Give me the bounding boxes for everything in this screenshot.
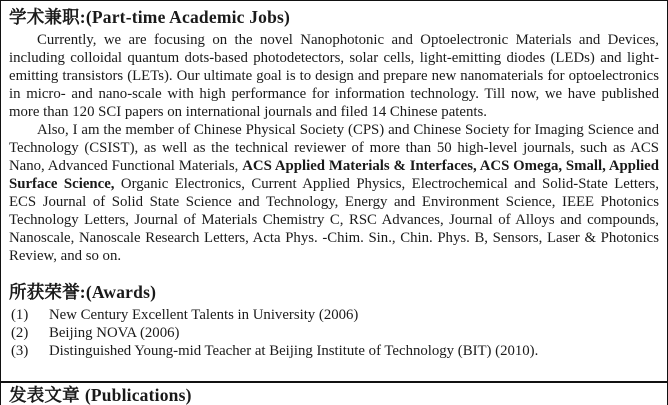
paragraph-memberships-text-2: Organic Electronics, Current Applied Physics, Electrochemical and Solid-State Letters, ECS Journal of Solid State Science and Technology, Energy and Environment Science, IEEE Photonics Technology Letters, Journal of Materials Chemistry C, RSC Advances, Journal of Alloys and compounds, Nanoscale, Nanoscale Research Letters, Acta Phys. -Chim. Sin., Chin. Phys. B, Sensors, Laser & Photonics Review, and so on.	[9, 176, 659, 264]
academic-jobs-heading	[9, 6, 659, 28]
paragraph-research-focus-text: Currently, we are focusing on the novel Nanophotonic and Optoelectronic Materials and Devices, including colloidal quantum dots-based photodetectors, solar cells, light-emitting diodes (LEDs) and light-emitting transistors (LETs). Our ultimate goal is to design and prepare new nanomaterials for optoelectronics in micro- and nano-scale with high performance for information technology. Till now, we have published more than 120 SCI papers on international journals and filed 14 Chinese patents.	[9, 32, 659, 120]
awards-list	[9, 306, 659, 360]
publications-heading-en: (Publications)	[84, 384, 192, 405]
academic-jobs-heading-en: (Part-time Academic Jobs)	[85, 7, 291, 27]
awards-heading-zh: 所获荣誉:	[9, 282, 86, 302]
award-item-2	[9, 324, 659, 342]
award-item-1-text: New Century Excellent Talents in University (2006)	[49, 307, 359, 323]
section-publications	[1, 383, 667, 405]
award-item-3	[9, 342, 659, 360]
paragraph-memberships	[9, 121, 659, 265]
awards-heading-en: (Awards)	[85, 282, 157, 302]
award-item-1	[9, 306, 659, 324]
awards-heading	[9, 281, 659, 303]
paragraph-memberships-bold-journals: ACS Applied Materials & Interfaces, ACS Omega, Small, Applied Surface Science,	[9, 158, 659, 192]
paragraph-research-focus	[9, 31, 659, 121]
award-item-1-number: (1)	[11, 307, 29, 323]
award-item-2-number: (2)	[11, 325, 29, 341]
paragraph-memberships-text-1: Also, I am the member of Chinese Physical Society (CPS) and Chinese Society for Imaging Science and Technology (CSIST), as well as the technical reviewer of more than 50 high-level journals, such as ACS Nano, Advanced Functional Materials,	[9, 122, 659, 174]
award-item-3-number: (3)	[11, 343, 29, 359]
section-academic-jobs	[1, 1, 667, 383]
award-item-2-text: Beijing NOVA (2006)	[49, 325, 180, 341]
academic-jobs-heading-zh: 学术兼职:	[9, 7, 86, 27]
publications-heading	[9, 385, 659, 405]
publications-heading-zh: 发表文章	[9, 384, 80, 405]
award-item-3-text: Distinguished Young-mid Teacher at Beijing Institute of Technology (BIT) (2010).	[49, 343, 539, 359]
